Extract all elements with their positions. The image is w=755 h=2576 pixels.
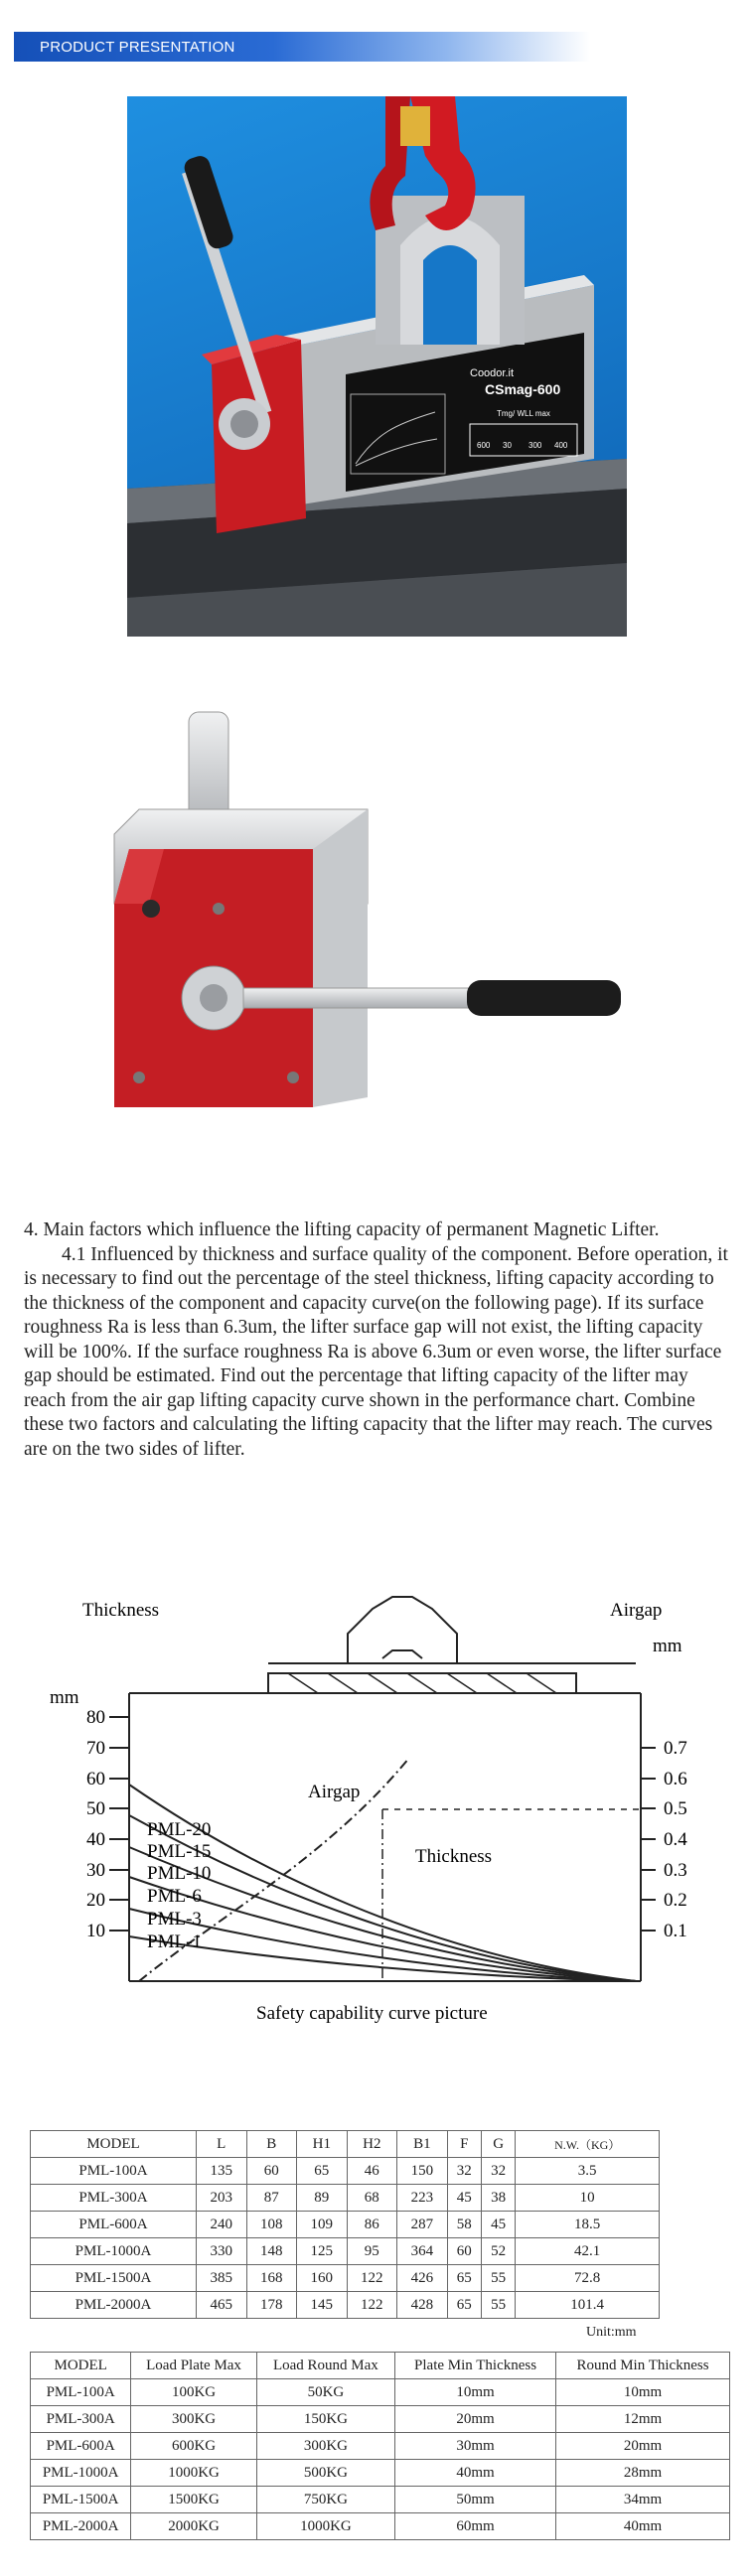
table-row [31,2238,660,2265]
dimensions-table [30,2130,660,2319]
table-cell: PML-600A [31,2433,131,2460]
table-row [31,2265,660,2292]
table-cell: 40mm [556,2513,730,2540]
table-cell: 60 [447,2238,481,2265]
product-photo-lifting [127,96,627,637]
thickness-curve-label: Thickness [415,1846,493,1867]
airgap-top-label: Airgap [610,1600,663,1621]
table-cell: PML-300A [31,2406,131,2433]
table-cell: 168 [246,2265,297,2292]
table-cell: 32 [447,2158,481,2185]
table-cell: 87 [246,2185,297,2212]
table-cell: 500KG [256,2460,394,2487]
table-row [31,2292,660,2319]
col-header: Round Min Thickness [556,2353,730,2379]
spec-value-4: 400 [554,441,568,450]
spec-value-3: 300 [528,441,542,450]
right-tick-0-3: 0.3 [664,1860,687,1881]
right-tick-0-2: 0.2 [664,1890,687,1911]
col-header: L [197,2131,247,2158]
table-cell: 1000KG [131,2460,256,2487]
section-banner [14,32,590,62]
table-cell: 287 [397,2212,448,2238]
spec-value-1: 600 [477,441,491,450]
col-header: F [447,2131,481,2158]
table-cell: 32 [481,2158,515,2185]
table-cell: 300KG [256,2433,394,2460]
table-cell: 45 [447,2185,481,2212]
table-row [31,2406,730,2433]
table-cell: 34mm [556,2487,730,2513]
plate-hatching [288,1673,556,1693]
product-photo-side [109,710,666,1127]
table-cell: 68 [347,2185,397,2212]
table-cell: 2000KG [131,2513,256,2540]
table-cell: 10mm [556,2379,730,2406]
col-header: Plate Min Thickness [395,2353,556,2379]
model-text: CSmag-600 [485,381,561,397]
load-capacity-table [30,2352,730,2540]
right-tick-marks [641,1748,656,1931]
table-cell: PML-1500A [31,2265,197,2292]
table-cell: PML-2000A [31,2292,197,2319]
curve-labels [147,1819,211,1952]
lifting-capacity-section [24,1218,731,1462]
table-cell: 95 [347,2238,397,2265]
table-cell: 148 [246,2238,297,2265]
right-tick-0-5: 0.5 [664,1798,687,1819]
left-tick-marks [109,1717,129,1931]
table-cell: 150 [397,2158,448,2185]
table-cell: 60mm [395,2513,556,2540]
table-cell: PML-300A [31,2185,197,2212]
table-cell: 3.5 [516,2158,660,2185]
table-cell: 125 [297,2238,348,2265]
table-cell: 1500KG [131,2487,256,2513]
brand-text: Coodor.it [470,367,515,379]
curve-label-pml-15: PML-15 [147,1841,212,1862]
left-tick-30: 30 [86,1860,105,1881]
col-header: MODEL [31,2353,131,2379]
left-tick-70: 70 [86,1738,105,1759]
thickness-top-label: Thickness [82,1600,160,1621]
table-cell: 50mm [395,2487,556,2513]
table-cell: 203 [197,2185,247,2212]
table-cell: 18.5 [516,2212,660,2238]
right-tick-0-1: 0.1 [664,1921,687,1941]
col-header: Load Round Max [256,2353,394,2379]
left-tick-40: 40 [86,1829,105,1850]
table-cell: PML-1500A [31,2487,131,2513]
table-cell: 10mm [395,2379,556,2406]
table-cell: 223 [397,2185,448,2212]
table-cell: 160 [297,2265,348,2292]
table-cell: 50KG [256,2379,394,2406]
lifter-on-rail-illustration [127,96,627,637]
table-cell: 145 [297,2292,348,2319]
table-cell: 42.1 [516,2238,660,2265]
table-cell: 10 [516,2185,660,2212]
table-row [31,2433,730,2460]
table-cell: 52 [481,2238,515,2265]
col-header: N.W.（KG） [516,2131,660,2158]
table-cell: 428 [397,2292,448,2319]
table-cell: 72.8 [516,2265,660,2292]
table-cell: 465 [197,2292,247,2319]
table-row [31,2379,730,2406]
table-cell: 65 [447,2265,481,2292]
table-cell: 65 [447,2292,481,2319]
banner-title: PRODUCT PRESENTATION [40,39,235,56]
right-tick-0-4: 0.4 [664,1829,687,1850]
col-header: B1 [397,2131,448,2158]
curve-label-pml-6: PML-6 [147,1886,202,1907]
section-body: 4.1 Influenced by thickness and surface quality of the component. Before operation, it is necessary to find out the percentage of the steel thickness, lifting capacity according to the thickness of the component and capacity curve(on the following page). If its surface roughness Ra is less than 6.3um, the lifter surface gap will not exist, the lifting capacity will be 100%. If the surface roughness Ra is above 6.3um or even worse, the lifter surface gap should be estimated. Find out the percentage that lifting capacity of the lifter may reach from the air gap lifting capacity curve shown in the performance chart. Combine these two factors and calculating the lifting capacity that the lifter may reach. The curves are on the two sides of lifter. [24,1243,728,1460]
table-cell: 30mm [395,2433,556,2460]
lifter-side-illustration [109,710,666,1127]
table-cell: PML-100A [31,2158,197,2185]
table-cell: 20mm [556,2433,730,2460]
wll-text: Tmg/ WLL max [497,409,550,418]
table-row [31,2513,730,2540]
table-cell: 28mm [556,2460,730,2487]
table-row [31,2185,660,2212]
lifter-outline [348,1597,457,1663]
left-tick-80: 80 [86,1707,105,1728]
table-cell: 135 [197,2158,247,2185]
left-tick-10: 10 [86,1921,105,1941]
table-cell: PML-1000A [31,2460,131,2487]
table-cell: 55 [481,2292,515,2319]
table-cell: 40mm [395,2460,556,2487]
right-tick-labels [664,1738,687,1941]
col-header: B [246,2131,297,2158]
table-cell: 330 [197,2238,247,2265]
col-header: H2 [347,2131,397,2158]
table-cell: 426 [397,2265,448,2292]
table-row [31,2460,730,2487]
table-cell: 600KG [131,2433,256,2460]
col-header: Load Plate Max [131,2353,256,2379]
safety-capability-diagram [0,1559,755,2075]
airgap-curve-label: Airgap [308,1782,361,1802]
col-header: H1 [297,2131,348,2158]
mm-left-label: mm [50,1687,79,1708]
table-cell: 1000KG [256,2513,394,2540]
table-cell: 60 [246,2158,297,2185]
table-cell: 45 [481,2212,515,2238]
spec-value-2: 30 [503,441,512,450]
table-cell: PML-1000A [31,2238,197,2265]
table-header-row [31,2131,660,2158]
unit-label: Unit:mm [586,2325,637,2340]
mm-right-label: mm [653,1636,682,1656]
left-tick-60: 60 [86,1769,105,1789]
table-cell: 300KG [131,2406,256,2433]
col-header: MODEL [31,2131,197,2158]
table-cell: 58 [447,2212,481,2238]
table-cell: 750KG [256,2487,394,2513]
table-cell: 122 [347,2292,397,2319]
table-cell: 109 [297,2212,348,2238]
table-row [31,2487,730,2513]
table-cell: 240 [197,2212,247,2238]
right-tick-0-7: 0.7 [664,1738,687,1759]
lifter-eye-outline [382,1650,422,1658]
capability-curve-svg [0,1559,755,2075]
table-cell: 89 [297,2185,348,2212]
table-cell: 20mm [395,2406,556,2433]
table-cell: 101.4 [516,2292,660,2319]
table-cell: 150KG [256,2406,394,2433]
curve-label-pml-1: PML-1 [147,1932,202,1952]
left-tick-20: 20 [86,1890,105,1911]
section-heading: 4. Main factors which influence the lifting capacity of permanent Magnetic Lifter. [24,1219,660,1240]
table-cell: 108 [246,2212,297,2238]
table-cell: 65 [297,2158,348,2185]
table-cell: 55 [481,2265,515,2292]
table-cell: 100KG [131,2379,256,2406]
table-cell: 46 [347,2158,397,2185]
table-cell: PML-100A [31,2379,131,2406]
table-cell: 12mm [556,2406,730,2433]
curve-label-pml-20: PML-20 [147,1819,212,1840]
table-row [31,2212,660,2238]
table-cell: PML-600A [31,2212,197,2238]
right-tick-0-6: 0.6 [664,1769,687,1789]
table-cell: 38 [481,2185,515,2212]
table-header-row [31,2353,730,2379]
table-row [31,2158,660,2185]
table-cell: 122 [347,2265,397,2292]
diagram-caption: Safety capability curve picture [256,2003,488,2024]
table-cell: 86 [347,2212,397,2238]
curve-label-pml-3: PML-3 [147,1909,202,1930]
table-cell: 364 [397,2238,448,2265]
table-cell: 178 [246,2292,297,2319]
col-header: G [481,2131,515,2158]
table-cell: PML-2000A [31,2513,131,2540]
curve-label-pml-10: PML-10 [147,1863,212,1884]
left-tick-labels [86,1707,105,1941]
left-tick-50: 50 [86,1798,105,1819]
table-cell: 385 [197,2265,247,2292]
